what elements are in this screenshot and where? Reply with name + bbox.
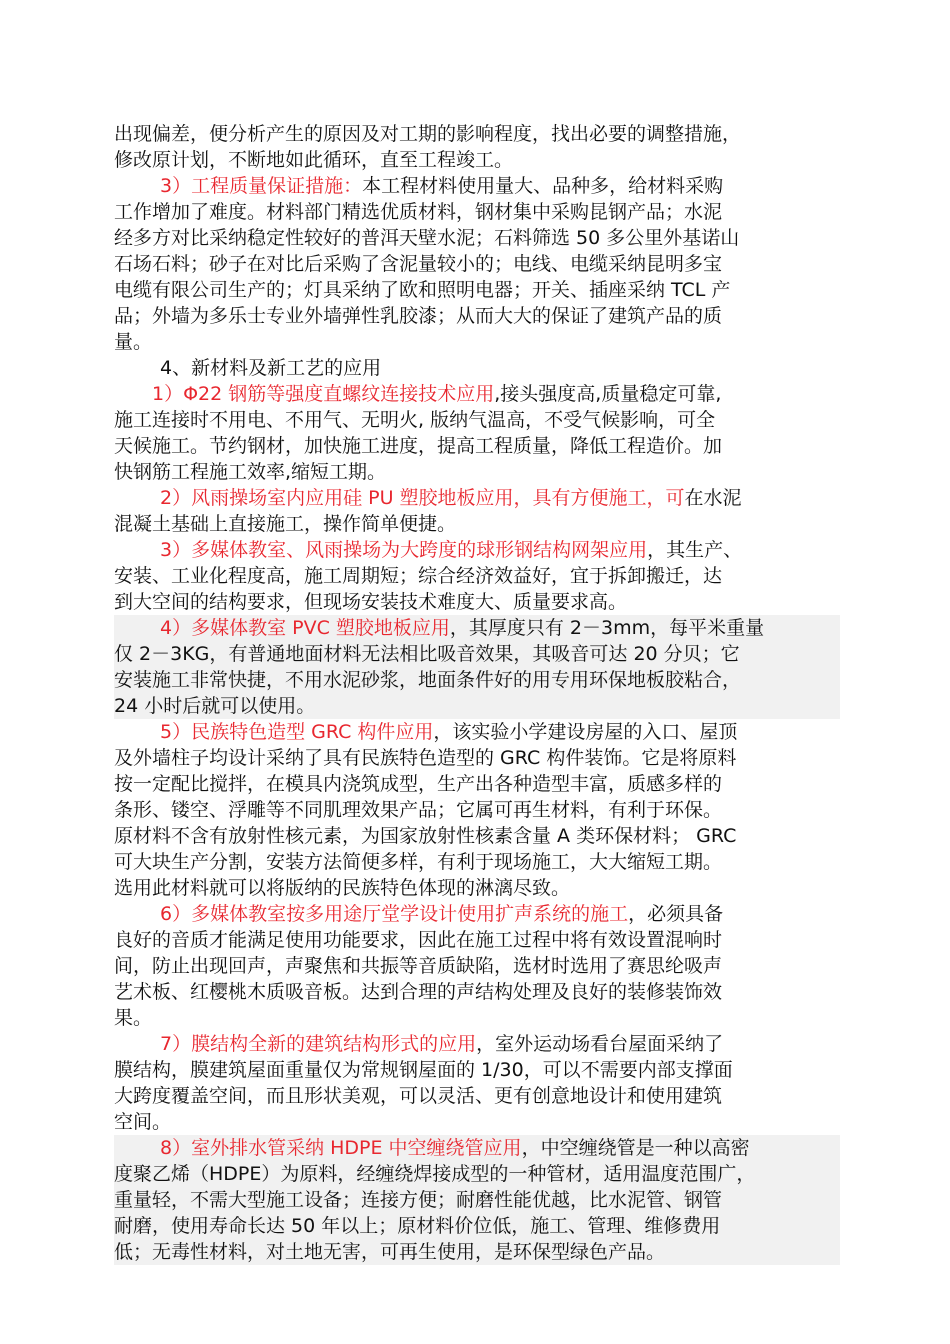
- text-line: 间，防止出现回声，声聚焦和共振等音质缺陷，选材时选用了赛思纶吸声: [114, 955, 723, 977]
- text-line: 耐磨，使用寿命长达 50 年以上；原材料价位低，施工、管理、维修费用: [114, 1215, 721, 1237]
- text-line: 工作增加了难度。材料部门精选优质材料，钢材集中采购昆钢产品；水泥: [114, 201, 723, 223]
- text-line: 原材料不含有放射性核元素，为国家放射性核素含量 A 类环保材料； GRC: [114, 825, 737, 847]
- text-line: 低；无毒性材料，对土地无害，可再生使用，是环保型绿色产品。: [114, 1241, 666, 1263]
- paragraph-pvc-floor: [114, 615, 840, 719]
- text-line: 天候施工。节约钢材，加快施工进度，提高工程质量，降低工程造价。加: [114, 435, 723, 457]
- text-line: 艺术板、红樱桃木质吸音板。达到合理的声结构处理及良好的装修装饰效: [114, 981, 723, 1003]
- paragraph-pu-floor: [114, 485, 840, 537]
- paragraph-heading: 3）工程质量保证措施：: [160, 175, 363, 197]
- paragraph-text: 在水泥: [684, 487, 742, 509]
- text-line: 石场石料；砂子在对比后采购了含泥量较小的；电线、电缆采纳昆明多宝: [114, 253, 723, 275]
- section-heading: 4、新材料及新工艺的应用: [160, 357, 382, 379]
- paragraph-text: ，必须具备: [628, 903, 724, 925]
- paragraph-schedule-control: [114, 121, 840, 173]
- text-line: 度聚乙烯（HDPE）为原料，经缠绕焊接成型的一种管材，适用温度范围广，: [114, 1163, 756, 1185]
- text-line: 经多方对比采纳稳定性较好的普洱天壁水泥；石料筛选 50 多公里外基诺山: [114, 227, 740, 249]
- document-page: [114, 121, 840, 1265]
- text-line: 条形、镂空、浮雕等不同肌理效果产品；它属可再生材料，有利于环保。: [114, 799, 723, 821]
- text-line: [114, 719, 840, 745]
- text-line: [114, 1031, 840, 1057]
- paragraph-heading: 7）膜结构全新的建筑结构形式的应用: [160, 1033, 477, 1055]
- paragraph-text: ,接头强度高,质量稳定可靠,: [494, 383, 722, 405]
- paragraph-heading: 5）民族特色造型 GRC 构件应用: [160, 721, 434, 743]
- paragraph-text: ，中空缠绕管是一种以高密: [521, 1137, 750, 1159]
- paragraph-text: ，该实验小学建设房屋的入口、屋顶: [433, 721, 738, 743]
- text-line: 施工连接时不用电、不用气、无明火, 版纳气温高，不受气候影响，可全: [114, 409, 716, 431]
- text-line: 果。: [114, 1007, 153, 1029]
- text-line: 膜结构，膜建筑屋面重量仅为常规钢屋面的 1/30，可以不需要内部支撑面: [114, 1059, 733, 1081]
- paragraph-quality-measures: [114, 173, 840, 355]
- paragraph-text: 本工程材料使用量大、品种多，给材料采购: [362, 175, 724, 197]
- text-line: 出现偏差，便分析产生的原因及对工期的影响程度，找出必要的调整措施，: [114, 123, 742, 145]
- paragraph-hdpe-pipe: [114, 1135, 840, 1265]
- paragraph-rebar-connection: [114, 381, 840, 485]
- text-line: 可大块生产分割，安装方法简便多样，有利于现场施工，大大缩短工期。: [114, 851, 723, 873]
- text-line: 混凝土基础上直接施工，操作简单便捷。: [114, 513, 457, 535]
- text-line: 按一定配比搅拌，在模具内浇筑成型，生产出各种造型丰富，质感多样的: [114, 773, 723, 795]
- text-line: 快钢筋工程施工效率,缩短工期。: [114, 461, 387, 483]
- paragraph-heading: 6）多媒体教室按多用途厅堂学设计使用扩声系统的施工: [160, 903, 629, 925]
- text-line: 仅 2－3KG，有普通地面材料无法相比吸音效果，其吸音可达 20 分贝；它: [114, 643, 740, 665]
- text-line: 修改原计划，不断地如此循环，直至工程竣工。: [114, 149, 514, 171]
- text-line: 重量轻，不需大型施工设备；连接方便；耐磨性能优越，比水泥管、钢管: [114, 1189, 723, 1211]
- text-line: 安装、工业化程度高，施工周期短；综合经济效益好，宜于拆卸搬迁，达: [114, 565, 723, 587]
- text-line: 选用此材料就可以将版纳的民族特色体现的淋漓尽致。: [114, 877, 571, 899]
- paragraph-heading: 4）多媒体教室 PVC 塑胶地板应用: [160, 617, 450, 639]
- text-line: 到大空间的结构要求，但现场安装技术难度大、质量要求高。: [114, 591, 628, 613]
- paragraph-text: ，其生产、: [647, 539, 743, 561]
- text-line: [114, 615, 840, 641]
- text-line: [114, 901, 840, 927]
- paragraph-steel-grid: [114, 537, 840, 615]
- paragraph-heading: 2）风雨操场室内应用硅 PU 塑胶地板应用，具有方便施工，可: [160, 487, 685, 509]
- text-line: 电缆有限公司生产的；灯具采纳了欧和照明电器；开关、插座采纳 TCL 产: [114, 279, 731, 301]
- text-line: 安装施工非常快捷，不用水泥砂浆，地面条件好的用专用环保地板胶粘合，: [114, 669, 742, 691]
- paragraph-membrane-structure: [114, 1031, 840, 1135]
- text-line: [114, 1135, 840, 1161]
- paragraph-grc: [114, 719, 840, 901]
- paragraph-sound-system: [114, 901, 840, 1031]
- text-line: 品；外墙为多乐士专业外墙弹性乳胶漆；从而大大的保证了建筑产品的质: [114, 305, 723, 327]
- text-line: [114, 537, 840, 563]
- paragraph-heading: 1）Φ22 钢筋等强度直螺纹连接技术应用: [152, 383, 495, 405]
- text-line: 空间。: [114, 1111, 172, 1133]
- paragraph-heading: 8）室外排水管采纳 HDPE 中空缠绕管应用: [160, 1137, 522, 1159]
- text-line: [114, 173, 840, 199]
- text-line: 大跨度覆盖空间，而且形状美观，可以灵活、更有创意地设计和使用建筑: [114, 1085, 723, 1107]
- text-line: 良好的音质才能满足使用功能要求，因此在施工过程中将有效设置混响时: [114, 929, 723, 951]
- text-line: [114, 485, 840, 511]
- text-line: 24 小时后就可以使用。: [114, 695, 316, 717]
- paragraph-text: ，室外运动场看台屋面采纳了: [476, 1033, 724, 1055]
- text-line: [114, 381, 840, 407]
- text-line: 及外墙柱子均设计采纳了具有民族特色造型的 GRC 构件装饰。它是将原料: [114, 747, 737, 769]
- paragraph-text: ，其厚度只有 2－3mm，每平米重量: [449, 617, 765, 639]
- paragraph-heading: 3）多媒体教室、风雨操场为大跨度的球形钢结构网架应用: [160, 539, 648, 561]
- text-line: 量。: [114, 331, 153, 353]
